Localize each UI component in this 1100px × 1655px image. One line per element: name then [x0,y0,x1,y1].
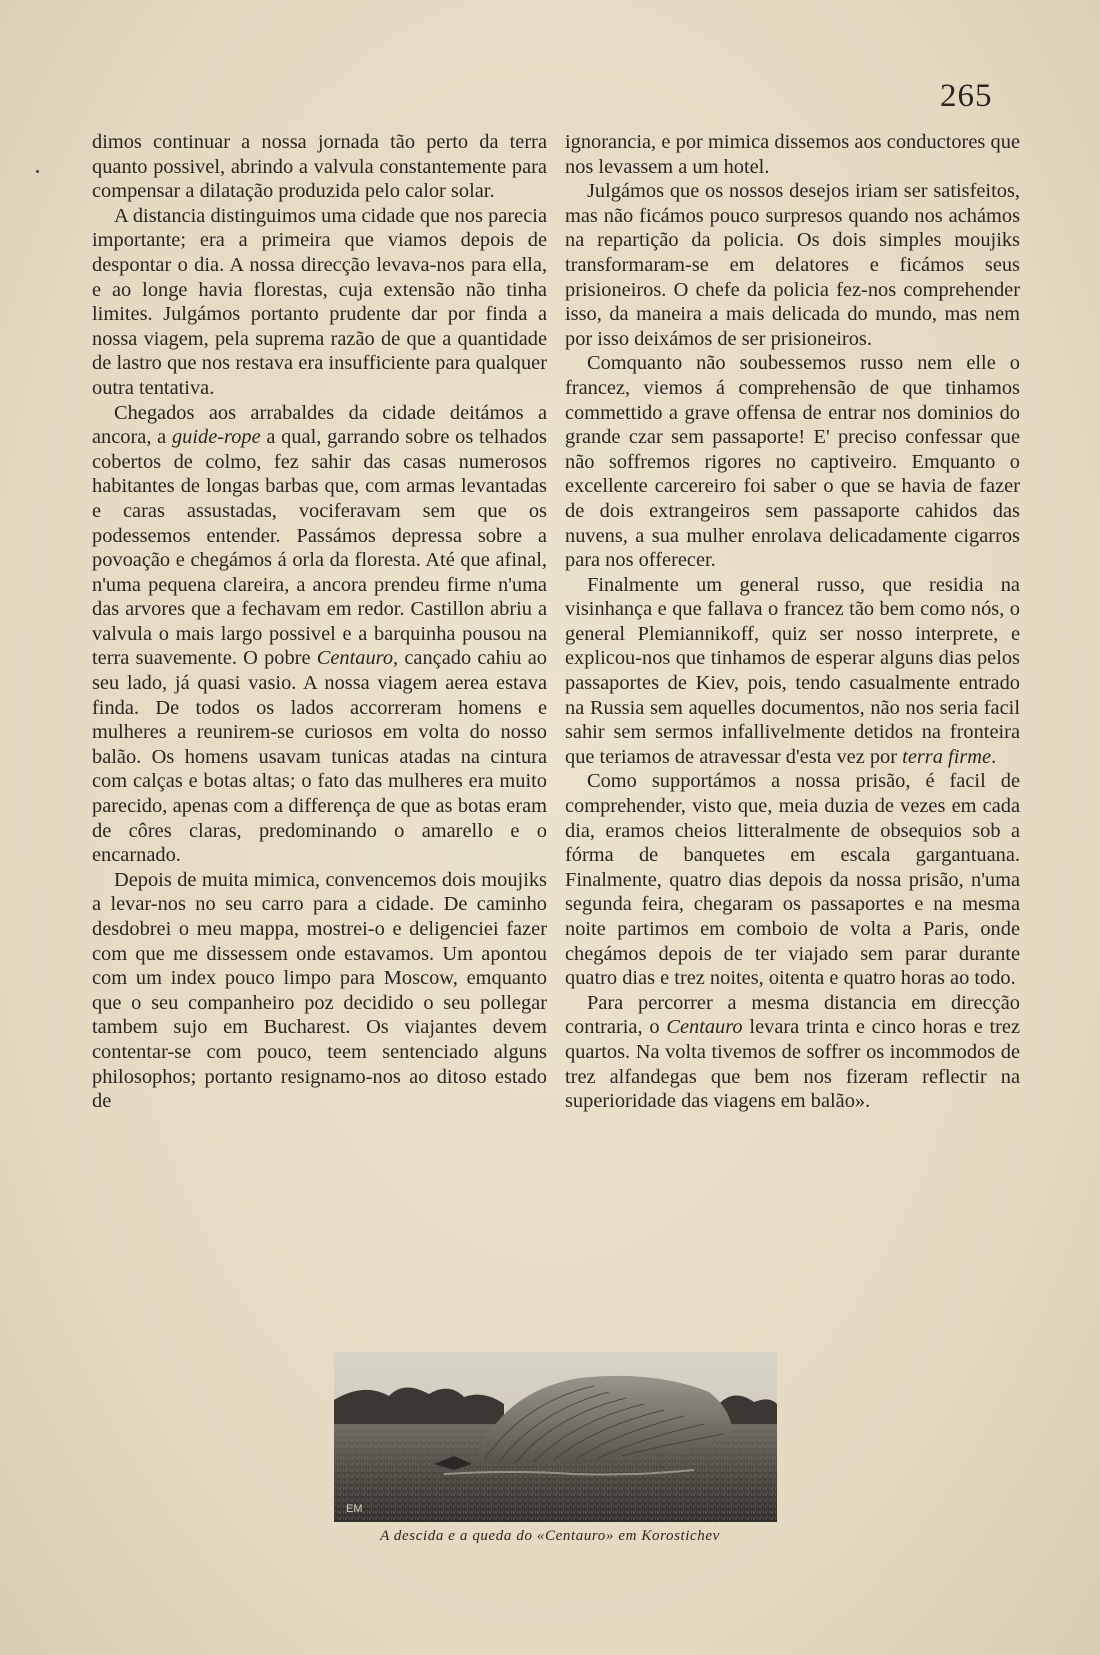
paragraph [92,130,547,204]
text-run: Comquanto não soubessemos russo nem elle o francez, viemos á comprehensão de que tinhamos commettido a grave offensa de entrar nos dominios do grande czar sem passaporte! E' preciso confessar que não soffremos rigores no captiveiro. Emquanto o excellente carcereiro foi saber o que se havia de fazer de dois extrangeiros sem passaporte cahidos das nuvens, a sua mulher enrolava delicadamente cigarros para nos offerecer. [565,352,1020,572]
text-run: Como supportámos a nossa prisão, é facil de comprehender, visto que, meia duzia de vezes em cada dia, eramos cheios litteralmente de obsequios sob a fórma de banquetes em escala gargantuana. Finalmente, quatro dias depois da nossa prisão, n'uma segunda feira, chegaram os passaportes e na mesma noite partimos em comboio de volta a Paris, onde chegámos depois de ter viajado sem parar durante quatro dias e trez noites, oitenta e quatro horas ao todo. [565,770,1020,990]
balloon-photograph-image [334,1352,777,1522]
italic-text: terra firme [902,745,992,768]
text-run: a qual, garrando sobre os telhados cobertos de colmo, fez sahir das casas numerosos habitantes de longas barbas que, com armas levantadas e caras assustadas, vociferavam sem que os podessemos entender. Passámos depressa sobre a povoação e chegámos á orla da floresta. Até que afinal, n'uma pequena clareira, a ancora prendeu firme n'uma das arvores que a fechavam em redor. Castillon abriu a valvula o mais largo possivel e a barquinha pousou na terra suavemente. O pobre [92,426,547,670]
paragraph [565,573,1020,770]
right-column [565,130,1020,1114]
figure-caption [200,1528,900,1545]
italic-text: Centauro [316,647,394,670]
text-run: Finalmente um general russo, que residia na visinhança e que fallava o francez tão bem como nós, o general Plemiannikoff, quiz ser nosso interprete, e explicou-nos que tinhamos de esperar alguns dias pelos passaportes de Kiev, pois, tendo casualmente entrado na Russia sem aquelles documentos, não nos seria facil sahir sem sermos infallivelmente detidos na fronteira que teriamos de atravessar d'esta vez por [565,573,1020,768]
svg-text:EM: EM [346,1503,363,1515]
paragraph [565,179,1020,351]
italic-text: Centauro [666,1016,743,1039]
page-number: 265 [940,78,993,114]
balloon-photograph [334,1352,777,1522]
text-run: A distancia distinguimos uma cidade que nos parecia importante; era a primeira que viamos depois de despontar o dia. A nossa direcção levava-nos para ella, e ao longe havia florestas, cuja extensão não tinha limites. Julgámos portanto prudente dar por finda a nossa viagem, pela suprema razão de que a quantidade de lastro que nos restava era insufficiente para qualquer outra tentativa. [92,204,547,399]
paragraph [565,130,1020,179]
left-column [92,130,547,1114]
paragraph [92,868,547,1114]
text-run: Chegados aos arrabaldes da cidade deitámos a ancora, a [92,401,547,449]
photo-signature-mark [346,1503,363,1515]
text-run: Depois de muita mimica, convencemos dois moujiks a levar-nos no seu carro para a cidade. De caminho desdobrei o meu mappa, mostrei-o e deligenciei fazer com que me dissessem onde estavamos. Um apontou com um index pouco limpo para Moscow, emquanto que o seu companheiro poz decidido o seu pollegar tambem sujo em Bucharest. Os viajantes devem contentar-se com pouco, teem sentenciado alguns philosophos; portanto resignamo-nos ao ditoso estado de [92,868,547,1113]
text-run: Julgámos que os nossos desejos iriam ser satisfeitos, mas não ficámos pouco surpresos quando nos achámos na repartição da policia. Os dois simples moujiks transformaram-se em delatores e ficámos seus prisioneiros. O chefe da policia fez-nos comprehender isso, da maneira a mais delicada do mundo, mas nem por isso deixámos de ser prisioneiros. [565,180,1020,350]
paragraph [565,991,1020,1114]
italic-text: guide-rope [171,426,261,449]
paragraph [565,769,1020,990]
paragraph [92,204,547,401]
text-run: levara trinta e cinco horas e trez quartos. Na volta tivemos de soffrer os incommodos de trez alfandegas que bem nos fizeram reflectir na superioridade das viagens em balão». [565,1016,1020,1113]
text-run: . [991,745,997,768]
caption-text: A descida e a queda do «Centauro» em Korostichev [380,1528,720,1544]
text-run: Para percorrer a mesma distancia em direcção contraria, o [565,991,1020,1039]
paragraph [565,351,1020,572]
page-speck [36,170,39,173]
paragraph [92,401,547,868]
text-run: dimos continuar a nossa jornada tão perto da terra quanto possivel, abrindo a valvula constantemente para compensar a dilatação produzida pelo calor solar. [92,131,547,203]
text-run: , cançado cahiu ao seu lado, já quasi vasio. A nossa viagem aerea estava finda. De todos os lados accorreram homens e mulheres a reunirem-se curiosos em volta do nosso balão. Os homens usavam tunicas atadas na cintura com calças e botas altas; o fato das mulheres era muito parecido, apenas com a differença de que as botas eram de côres claras, predominando o amarello e o encarnado. [92,647,547,867]
text-run: ignorancia, e por mimica dissemos aos conductores que nos levassem a um hotel. [565,131,1020,178]
